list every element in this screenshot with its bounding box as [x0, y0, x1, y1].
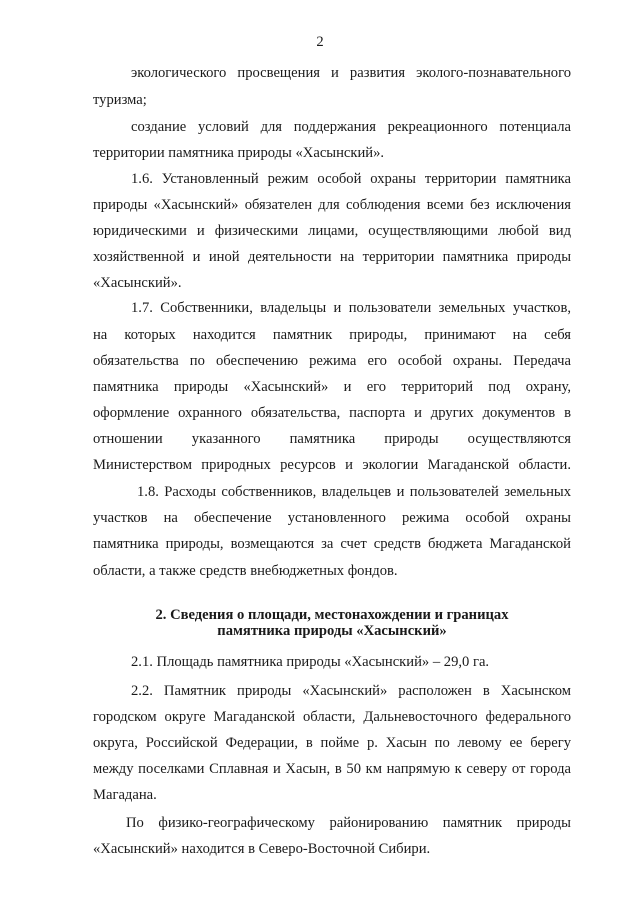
text-line: на которых находится памятник природы, принимают на себя [93, 327, 571, 343]
text-line: оформление охранного обязательства, паспорта и других документов в [93, 405, 571, 421]
text-line: По физико-географическому районированию памятник природы [126, 815, 571, 831]
text-line: области, а также средств внебюджетных фондов. [93, 563, 398, 579]
text-line: природы «Хасынский» обязателен для соблюдения всеми без исключения [93, 197, 571, 213]
text-line: юридическими и физическими лицами, осуществляющими любой вид [93, 223, 571, 239]
text-line: «Хасынский». [93, 275, 182, 291]
text-line: туризма; [93, 92, 147, 108]
text-line: «Хасынский» находится в Северо-Восточной Сибири. [93, 841, 431, 857]
text-line: 2.1. Площадь памятника природы «Хасынский» – 29,0 га. [131, 654, 490, 670]
text-line: между поселками Сплавная и Хасын, в 50 км напрямую к северу от города [93, 761, 571, 777]
section-heading-line2: памятника природы «Хасынский» [217, 623, 447, 639]
text-line: 1.6. Установленный режим особой охраны территории памятника [131, 171, 571, 187]
text-line: создание условий для поддержания рекреационного потенциала [131, 119, 571, 135]
text-line: территории памятника природы «Хасынский». [93, 145, 385, 161]
text-line: обязательства по обеспечению режима его особой охраны. Передача [93, 353, 571, 369]
page-number: 2 [316, 34, 324, 50]
text-line: экологического просвещения и развития эколого-познавательного [131, 65, 571, 81]
text-line: 2.2. Памятник природы «Хасынский» расположен в Хасынском [131, 683, 571, 699]
text-line: 1.7. Собственники, владельцы и пользователи земельных участков, [131, 300, 571, 316]
text-line: памятника природы «Хасынский» и его территорий под охрану, [93, 379, 571, 395]
text-line: городском округе Магаданской области, Дальневосточного федерального [93, 709, 571, 725]
text-line: отношении указанного памятника природы осуществляются [93, 431, 571, 447]
text-line: хозяйственной и иной деятельности на территории памятника природы [93, 249, 571, 265]
text-line: Магадана. [93, 787, 157, 803]
text-line: Министерством природных ресурсов и экологии Магаданской области. [93, 457, 571, 473]
section-heading-line1: 2. Сведения о площади, местонахождении и границах [155, 607, 509, 623]
text-line: 1.8. Расходы собственников, владельцев и пользователей земельных [137, 484, 571, 500]
text-line: памятника природы, возмещаются за счет средств бюджета Магаданской [93, 536, 571, 552]
text-line: участков на обеспечение установленного режима особой охраны [93, 510, 571, 526]
text-line: округа, Российской Федерации, в пойме р. Хасын по левому ее берегу [93, 735, 571, 751]
